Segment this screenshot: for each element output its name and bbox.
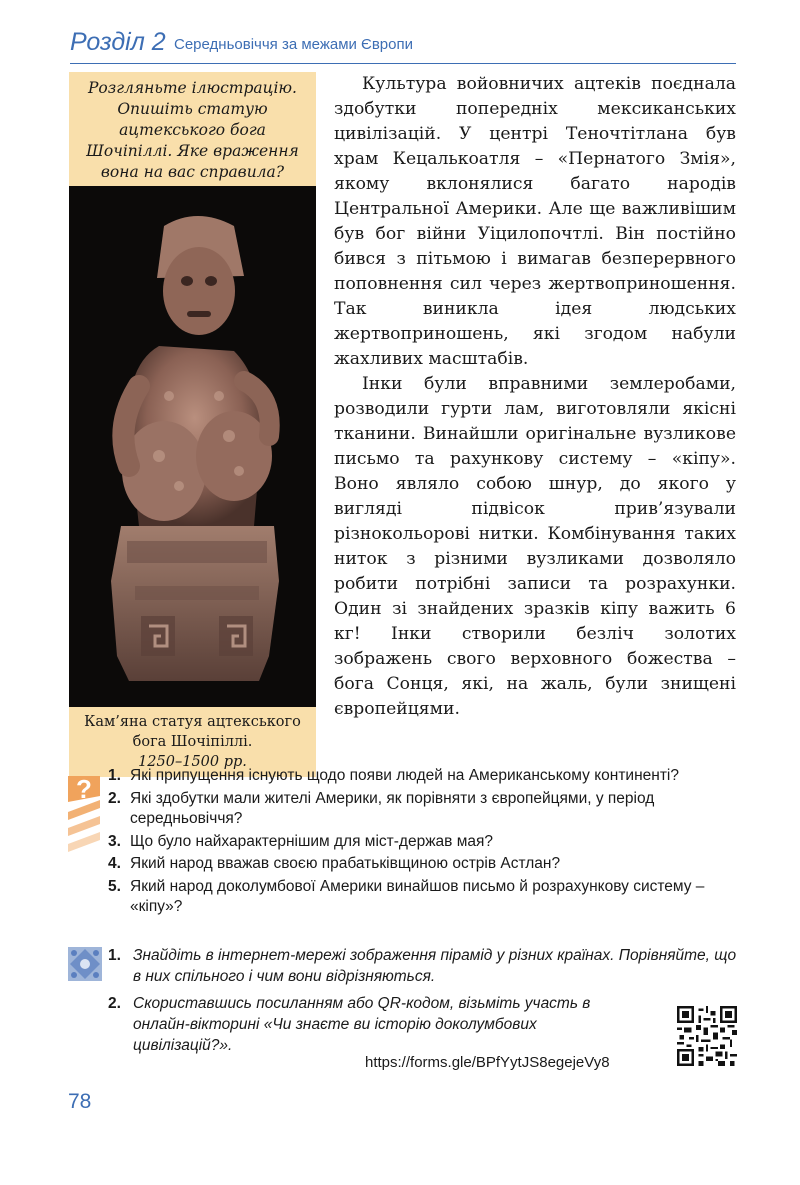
- question-mark-icon: [64, 768, 104, 858]
- question-text: Який народ доколумбової Америки винайшов письмо й розрахункову систему – «кіпу»?: [130, 877, 705, 915]
- caption-text: Кам’яна статуя ацтекського бога Шочіпіллі.: [84, 714, 301, 750]
- task-item: [108, 993, 738, 1056]
- svg-text:?: ?: [76, 774, 92, 804]
- question-text: Які здобутки мали жителі Америки, як порівняти з європейцями, у період середньовіччя?: [130, 789, 655, 827]
- question-number: 2.: [108, 789, 121, 807]
- question-item: [108, 877, 738, 918]
- online-tasks: [108, 945, 738, 1062]
- statue-illustration: [69, 186, 316, 707]
- quiz-link[interactable]: https://forms.gle/BPfYytJS8egejeVy8: [365, 1054, 610, 1071]
- task-number: 1.: [108, 947, 121, 964]
- illustration-sidebar: [69, 72, 316, 770]
- question-item: [108, 766, 738, 787]
- statue-photo: [69, 186, 316, 707]
- task-item: [108, 945, 738, 987]
- question-number: 1.: [108, 767, 121, 784]
- chapter-subtitle: Середньовіччя за межами Європи: [174, 36, 413, 53]
- qr-code[interactable]: [677, 1006, 737, 1066]
- task-pattern-icon: [68, 947, 102, 981]
- task-text: Знайдіть в інтернет-мережі зображення пірамід у різних країнах. Порівняйте, що в них спільного і чим вони відрізняються.: [133, 947, 737, 985]
- question-item: [108, 832, 738, 853]
- question-text: Які припущення існують щодо появи людей на Американському континенті?: [130, 767, 679, 784]
- task-number: 2.: [108, 995, 121, 1012]
- illustration-prompt: Розгляньте ілюстрацію. Опишіть статую ацтекського бога Шочіпіллі. Яке враження вона на вас справила?: [69, 72, 316, 186]
- task-text: Скориставшись посиланням або QR-кодом, візьміть участь в онлайн-вікторині «Чи знаєте ви історію доколумбових цивілізацій?».: [133, 995, 591, 1054]
- chapter-title: Розділ 2: [70, 28, 166, 56]
- question-text: Який народ вважав своєю прабатьківщиною острів Астлан?: [130, 855, 561, 872]
- page-number: 78: [68, 1090, 92, 1113]
- question-number: 3.: [108, 832, 121, 850]
- question-item: [108, 854, 738, 875]
- main-text: [334, 72, 736, 722]
- review-questions: [108, 766, 738, 920]
- paragraph-incas: Інки були вправними землеробами, розводили гурти лам, виготовляли якісні тканини. Винайшли оригінальне вузликове письмо та рахункову систему – «кіпу». Воно являло собою шнур, до якого у вигляді підвісок прив’язували різнокольорові нитки. Комбінування таких ниток з різними вузликами дозволяло робити потрібні записи та розрахунки. Один зі знайдених зразків кіпу важить 6 кг! Інки створили безліч золотих зображень свого верховного божества – бога Сонця, які, на жаль, були знищені європейцями.: [334, 374, 736, 719]
- caption-dates: 1250–1500 рр.: [138, 754, 247, 770]
- question-number: 4.: [108, 855, 121, 872]
- question-item: [108, 789, 738, 830]
- page-header: [70, 28, 736, 64]
- question-text: Що було найхарактернішим для міст-держав мая?: [130, 832, 494, 850]
- question-number: 5.: [108, 877, 121, 895]
- paragraph-aztecs: Культура войовничих ацтеків поєднала здобутки попередніх мексиканських цивілізацій. У центрі Теночтітлана був храм Кецалькоатля – «Пернатого Змія», якому вклонялися багато народів Центральної Америки. Але ще важливішим був бог війни Уіцилопочтлі. Він постійно бився з пітьмою і вимагав безперервного поповнення сил через жертвоприношення. Так виникла ідея людських жертвоприношень, які згодом набули жахливих масштабів.: [334, 74, 736, 369]
